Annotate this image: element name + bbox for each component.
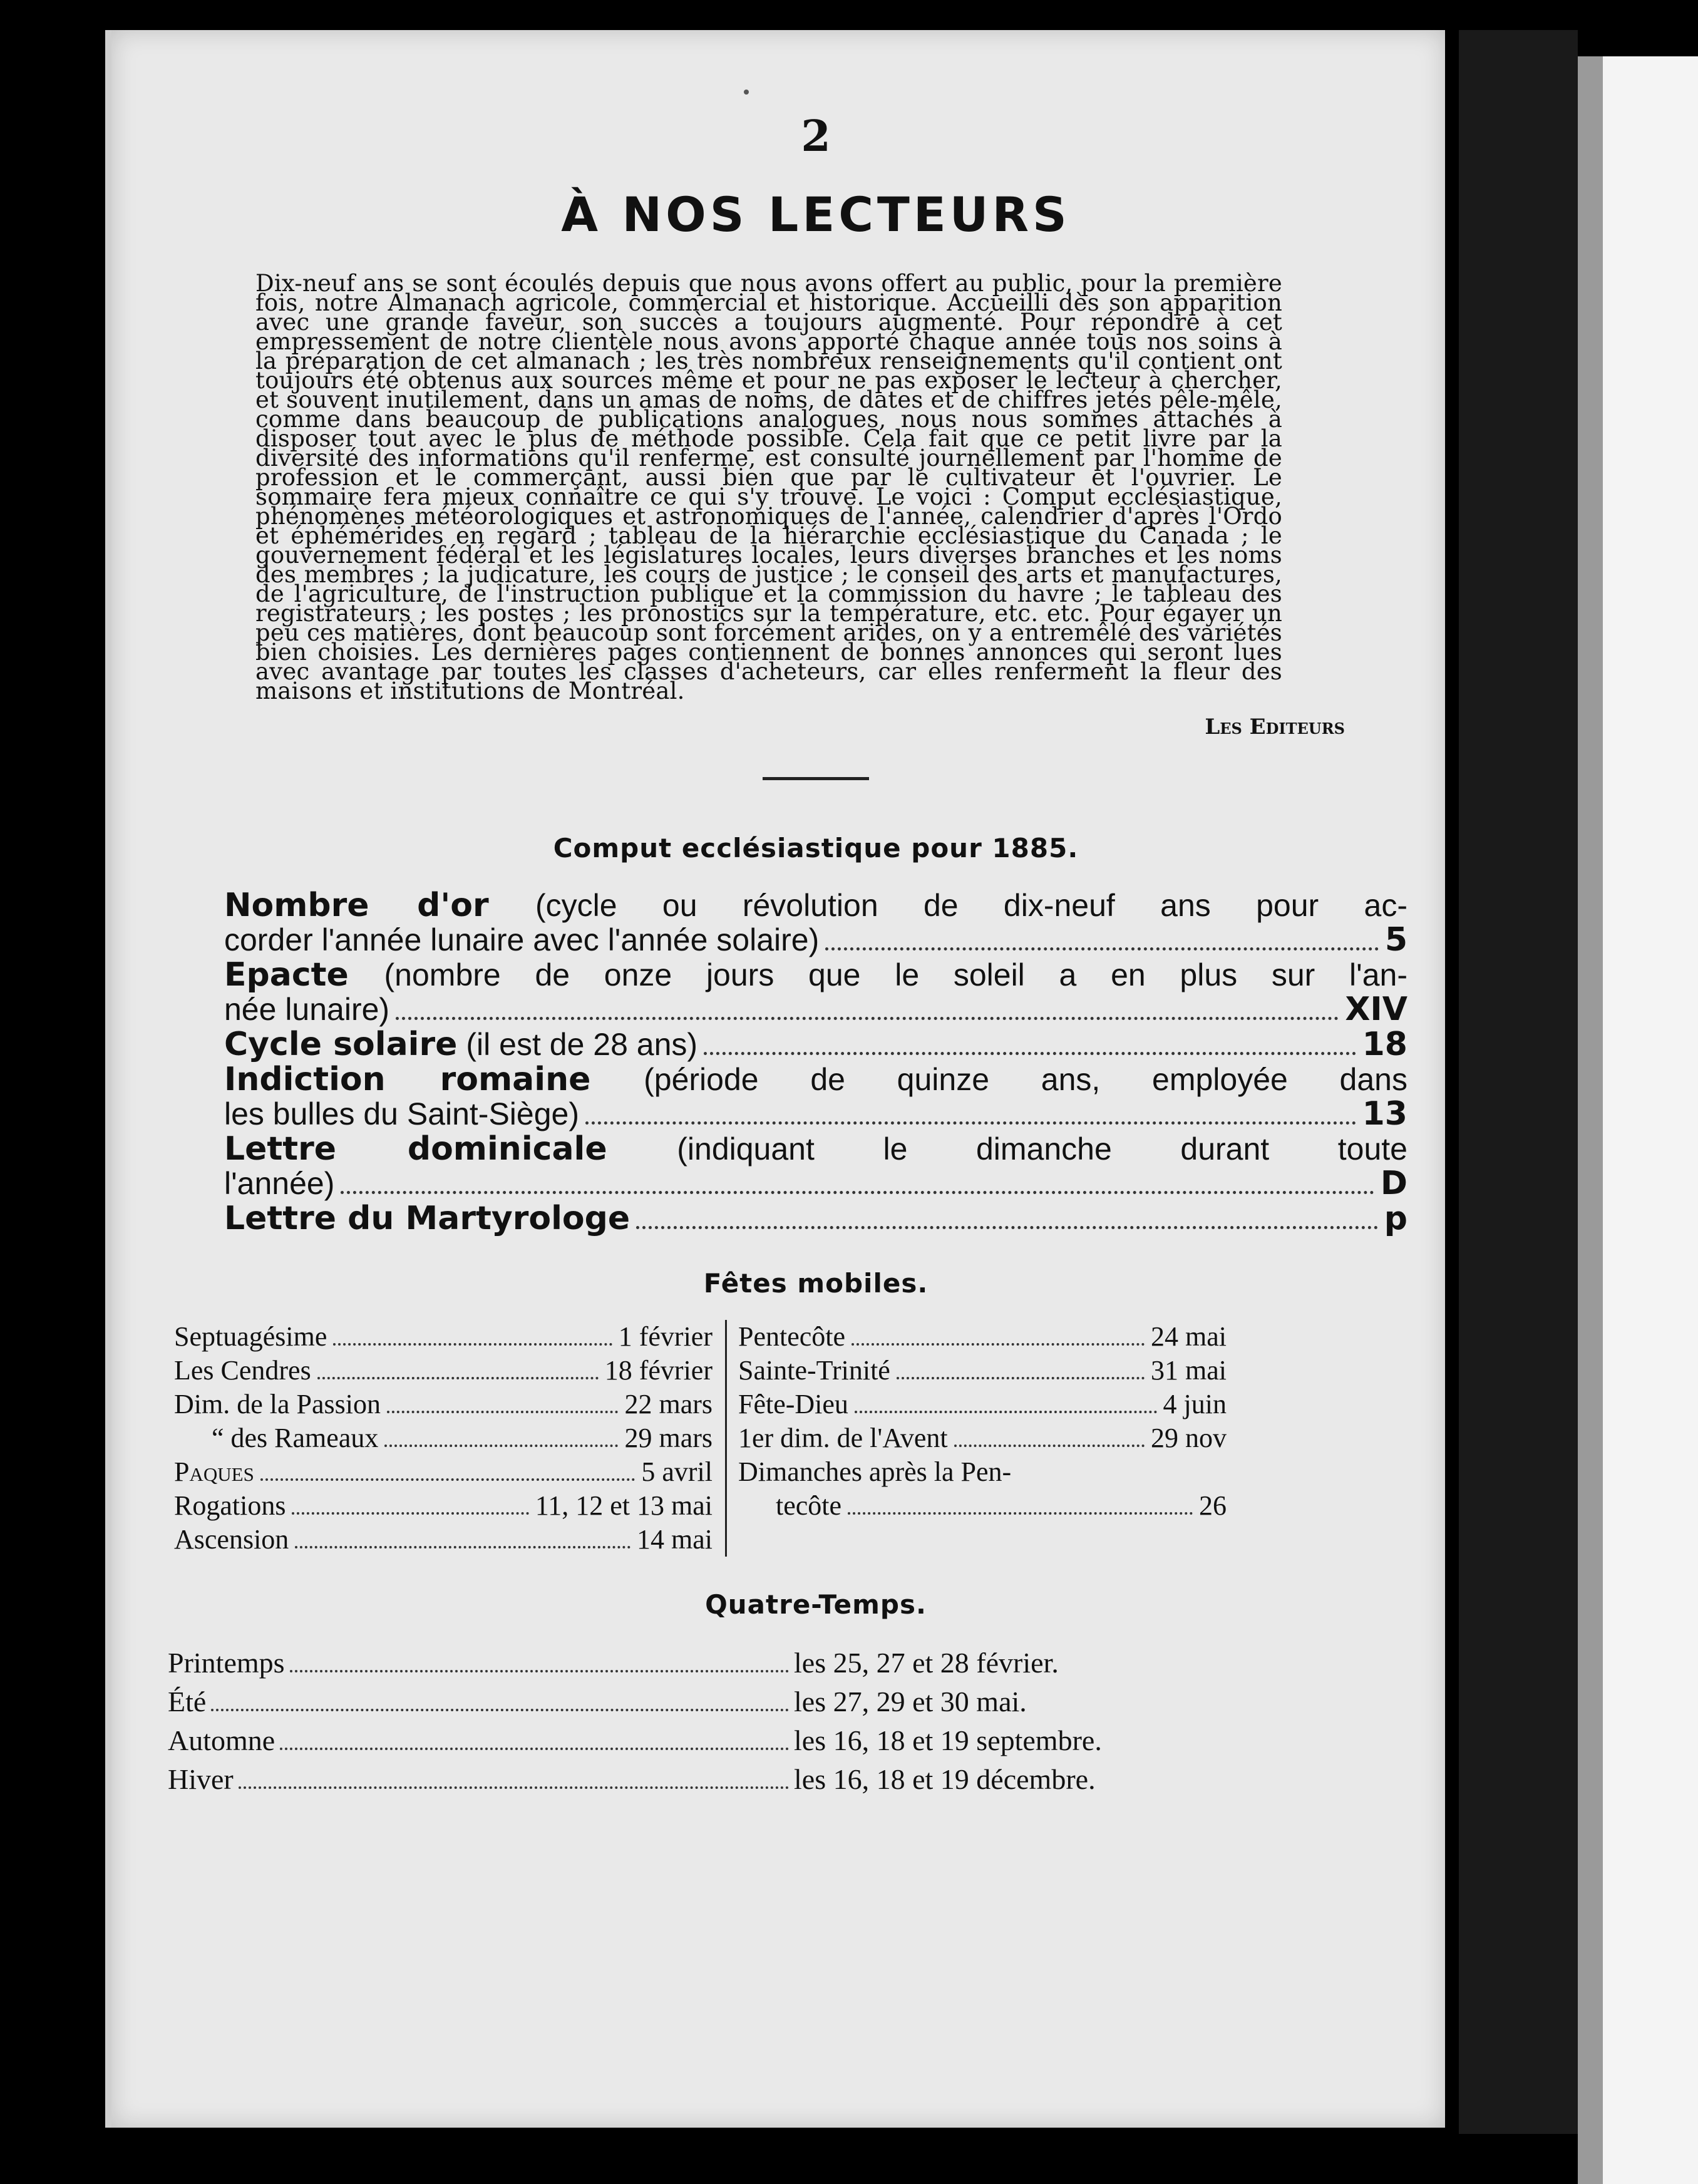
computus-term: Lettre du Martyrologe [224, 1200, 630, 1237]
computus-term: Epacte [224, 956, 349, 994]
dot-leader [290, 1670, 789, 1672]
dot-leader [897, 1377, 1145, 1379]
computus-term: Indiction romaine [224, 1061, 591, 1098]
feast-name: Dimanches après la Pen- [738, 1456, 1012, 1487]
computus-desc: (indiquant le dimanche durant toute [677, 1131, 1407, 1167]
feasts-table [174, 1320, 1407, 1557]
computus-item-line [224, 1097, 1407, 1132]
dot-leader [317, 1377, 599, 1379]
computus-value: XIV [1345, 991, 1407, 1028]
feasts-left-column [174, 1320, 725, 1557]
computus-value: 18 [1362, 1026, 1407, 1063]
season-dates: les 16, 18 et 19 septembre. [794, 1724, 1102, 1756]
computus-desc: corder l'année lunaire avec l'année solaire) [224, 922, 820, 957]
feast-name: tecôte [776, 1490, 842, 1521]
feast-row [738, 1388, 1227, 1421]
feast-name: Rogations [174, 1490, 286, 1521]
feasts-right-column [725, 1320, 1227, 1557]
feast-name: Fête-Dieu [738, 1389, 848, 1419]
section-divider [763, 777, 869, 780]
computus-term: Lettre dominicale [224, 1130, 607, 1168]
computus-desc: (il est de 28 ans) [466, 1027, 698, 1062]
dot-leader [585, 1121, 1356, 1125]
page-title: À NOS LECTEURS [561, 187, 1071, 242]
dot-leader [855, 1411, 1157, 1413]
feast-row [738, 1320, 1227, 1354]
computus-item-line [224, 1202, 1407, 1237]
season-name: Hiver [168, 1763, 234, 1795]
quatre-temps-row [168, 1682, 1182, 1721]
dot-leader [704, 1052, 1356, 1055]
feast-row [738, 1354, 1227, 1388]
feast-date: 14 mai [637, 1524, 713, 1555]
feast-name: Les Cendres [174, 1355, 311, 1386]
feast-name: 1er dim. de l'Avent [738, 1423, 948, 1453]
computus-item-line [224, 992, 1407, 1028]
feast-row [174, 1523, 713, 1557]
computus-item [224, 1063, 1407, 1132]
computus-desc: l'année) [224, 1166, 335, 1201]
computus-item-line [224, 1063, 1407, 1097]
ink-speck [744, 90, 749, 95]
feast-date: 26 [1199, 1490, 1227, 1521]
feast-row [174, 1320, 713, 1354]
dot-leader [852, 1343, 1145, 1346]
computus-desc: les bulles du Saint-Siège) [224, 1096, 579, 1131]
dot-leader [384, 1445, 618, 1447]
feast-name: Septuagésime [174, 1321, 327, 1352]
dot-leader [333, 1343, 612, 1346]
computus-value: D [1380, 1165, 1407, 1202]
feast-name: Sainte-Trinité [738, 1355, 890, 1386]
computus-item [224, 1132, 1407, 1202]
computus-term: Nombre d'or [224, 887, 489, 924]
feast-date: 29 mars [624, 1423, 713, 1453]
feast-date: 1 février [618, 1321, 713, 1352]
dot-leader [260, 1478, 635, 1481]
facing-page-edge [1578, 56, 1698, 2184]
computus-item-line [224, 889, 1407, 923]
feasts-title: Fêtes mobiles. [703, 1268, 929, 1299]
quatre-temps-list [168, 1644, 1182, 1799]
computus-item [224, 1028, 1407, 1063]
computus-desc: (nombre de onze jours que le soleil a en plus sur l'an- [384, 957, 1407, 992]
intro-paragraph: Dix-neuf ans se sont écoulés depuis que nous avons offert au public, pour la première fois, notre Almanach agricole, commercial et historique. Accueilli dès son apparition avec une grande faveur, son succès a toujours augmenté. Pour répondre à cet empressement de notre clientèle nous avons apporté chaque année tous nos soins à la préparation de cet almanach ; les très nombreux renseignements qu'il contient ont toujours été obtenus aux sources même et pour ne pas exposer le lecteur à chercher, et souvent inutilement, dans un amas de noms, de dates et de chiffres jetés pêle-mêle, comme dans beaucoup de publications analogues, nous nous sommes attachés à disposer tout avec le plus de méthode possible. Cela fait que ce petit livre par la diversité des informations qu'il renferme, est consulté journellement par l'homme de profession et le commerçant, aussi bien que par le cultivateur et l'ouvrier. Le sommaire fera mieux connaître ce qui s'y trouve. Le voici : Comput ecclésiastique, phénomènes météorologiques et astronomiques de l'année, calendrier d'après l'Ordo et éphémérides en regard ; tableau de la hiérarchie ecclésiastique du Canada ; le gouvernement fédéral et les législatures locales, leurs diverses branches et les noms des membres ; la judicature, les cours de justice ; le conseil des arts et manufactures, de l'agriculture, de l'instruction publique et la commission du havre ; le tableau des registrateurs ; les postes ; les pronostics sur la température, etc. etc. Pour égayer un peu ces matières, dont beaucoup sont forcément arides, on y a entremêlé des variétés bien choisies. Les dernières pages contiennent de bonnes annonces qui seront lues avec avantage par toutes les classes d'acheteurs, car elles renferment la fleur des maisons et institutions de Montréal. [255, 270, 1282, 704]
feast-date: 29 nov [1151, 1423, 1227, 1453]
computus-value: 13 [1362, 1095, 1407, 1133]
season-name: Été [168, 1686, 207, 1718]
feast-row [174, 1388, 713, 1421]
feast-date: 22 mars [624, 1389, 713, 1419]
dot-leader [295, 1546, 630, 1548]
season-dates: les 25, 27 et 28 février. [794, 1647, 1059, 1679]
feast-date: 31 mai [1151, 1355, 1227, 1386]
feast-row [738, 1455, 1227, 1489]
computus-desc: (période de quinze ans, employée dans [644, 1062, 1407, 1097]
signature: Les Editeurs [1205, 714, 1345, 739]
feast-row [174, 1421, 713, 1455]
computus-desc: née lunaire) [224, 992, 390, 1027]
feast-row [174, 1455, 713, 1489]
computus-item-line [224, 1132, 1407, 1167]
computus-title: Comput ecclésiastique pour 1885. [553, 833, 1079, 863]
quatre-temps-row [168, 1760, 1182, 1799]
computus-item-line [224, 1028, 1407, 1063]
computus-desc: (cycle ou révolution de dix-neuf ans pour ac- [535, 888, 1407, 923]
almanac-page [105, 30, 1445, 2128]
dot-leader [341, 1191, 1374, 1194]
computus-item [224, 1202, 1407, 1237]
feast-date: 24 mai [1151, 1321, 1227, 1352]
season-name: Automne [168, 1724, 275, 1756]
computus-item [224, 958, 1407, 1028]
page-number: 2 [801, 111, 831, 162]
binding-gutter [1459, 30, 1578, 2134]
quatre-temps-title: Quatre-Temps. [705, 1589, 927, 1620]
feast-name: Ascension [174, 1524, 289, 1555]
computus-value: p [1384, 1200, 1407, 1237]
feast-row [174, 1489, 713, 1523]
feast-date: 4 juin [1163, 1389, 1227, 1419]
feast-row [174, 1354, 713, 1388]
quatre-temps-row [168, 1721, 1182, 1760]
dot-leader [387, 1411, 618, 1413]
computus-list [224, 889, 1407, 1237]
dot-leader [954, 1445, 1145, 1447]
feast-row [738, 1421, 1227, 1455]
feast-date: 5 avril [641, 1456, 713, 1487]
dot-leader [292, 1512, 528, 1515]
dot-leader [211, 1709, 789, 1711]
feast-name: “ des Rameaux [212, 1423, 379, 1453]
dot-leader [239, 1786, 789, 1789]
quatre-temps-row [168, 1644, 1182, 1682]
feast-date: 11, 12 et 13 mai [535, 1490, 713, 1521]
dot-leader [396, 1017, 1339, 1020]
computus-item-line [224, 923, 1407, 958]
season-dates: les 27, 29 et 30 mai. [794, 1686, 1027, 1718]
feast-name: Paques [174, 1456, 254, 1487]
feast-name: Dim. de la Passion [174, 1389, 381, 1419]
dot-leader [636, 1226, 1378, 1229]
page-content [168, 111, 1407, 1799]
dot-leader [280, 1748, 789, 1750]
computus-item [224, 889, 1407, 958]
feast-name: Pentecôte [738, 1321, 846, 1352]
dot-leader [825, 947, 1379, 950]
feast-date: 18 février [604, 1355, 713, 1386]
computus-term: Cycle solaire [224, 1026, 458, 1063]
computus-item-line [224, 1167, 1407, 1202]
season-dates: les 16, 18 et 19 décembre. [794, 1763, 1096, 1795]
season-name: Printemps [168, 1647, 285, 1679]
computus-item-line [224, 958, 1407, 992]
dot-leader [848, 1512, 1193, 1515]
feast-row [738, 1489, 1227, 1523]
computus-value: 5 [1384, 921, 1407, 959]
